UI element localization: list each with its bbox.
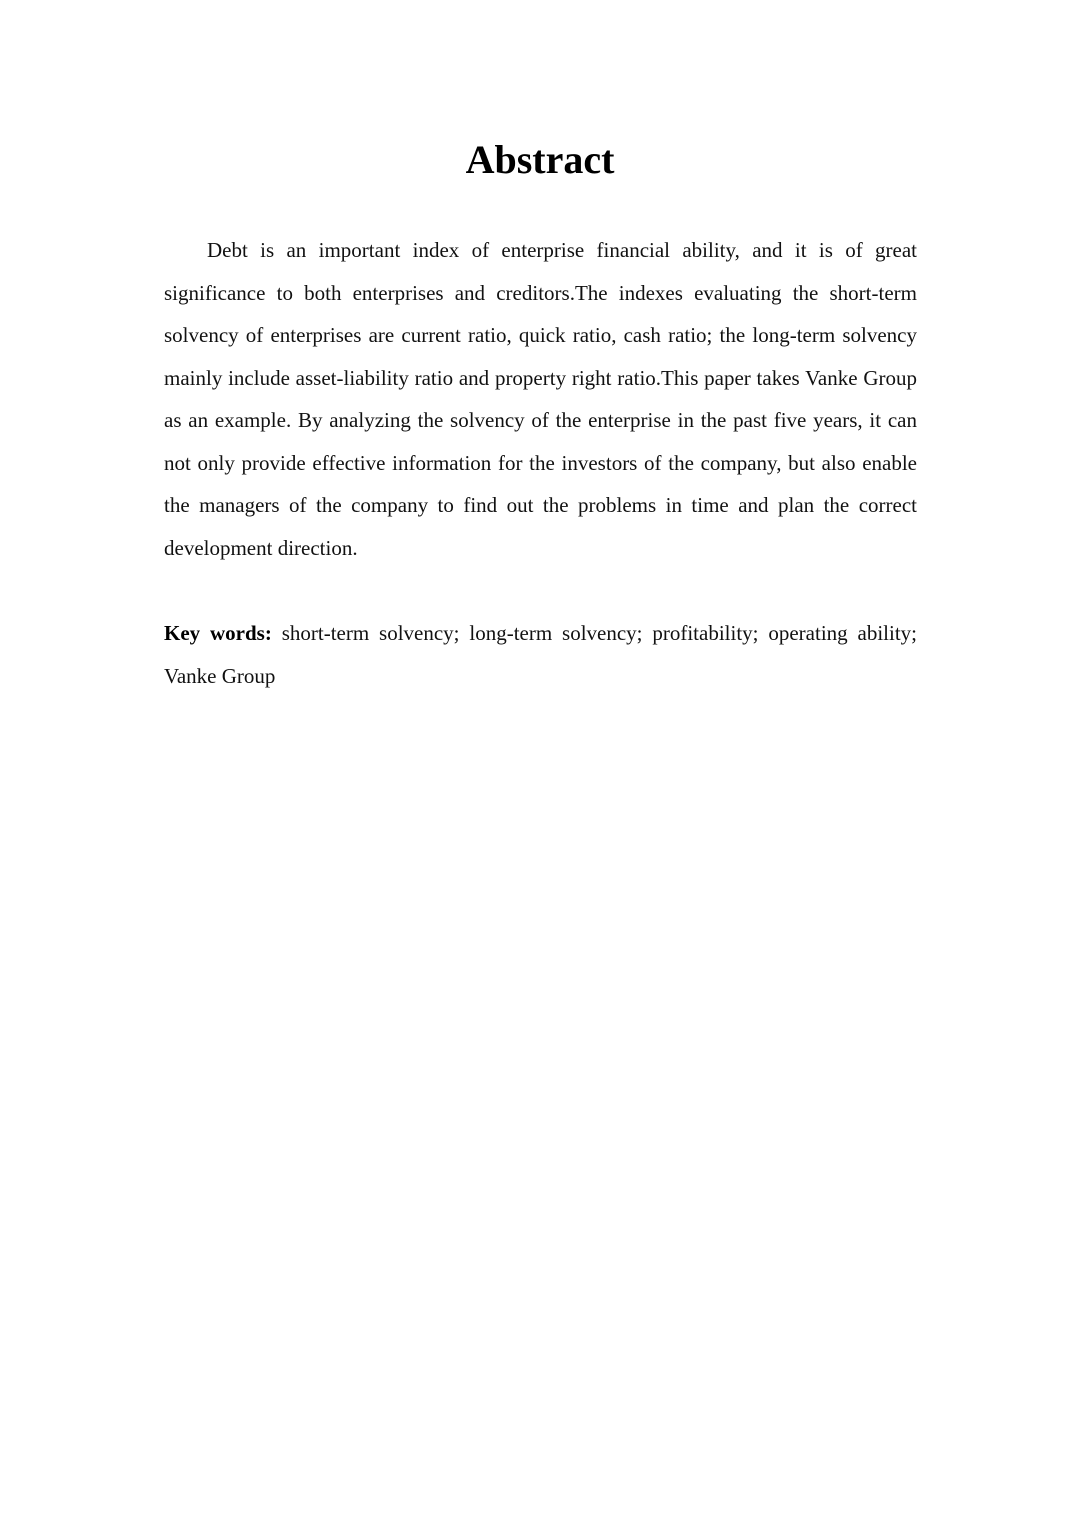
abstract-paragraph: Debt is an important index of enterprise financial ability, and it is of great significance to both enterprises and creditors.The indexes evaluating the short-term solvency of enterprises are current ratio, quick ratio, cash ratio; the long-term solvency mainly include asset-liability ratio and property right ratio.This paper takes Vanke Group as an example. By analyzing the solvency of the enterprise in the past five years, it can not only provide effective information for the investors of the company, but also enable the managers of the company to find out the problems in time and plan the correct development direction. (164, 238, 917, 560)
keywords-label: Key words: (164, 621, 272, 645)
keywords-line (164, 612, 917, 697)
page-title: Abstract (465, 137, 615, 182)
keywords-text: short-term solvency; long-term solvency; profitability; operating ability; Vanke Group (164, 621, 917, 688)
